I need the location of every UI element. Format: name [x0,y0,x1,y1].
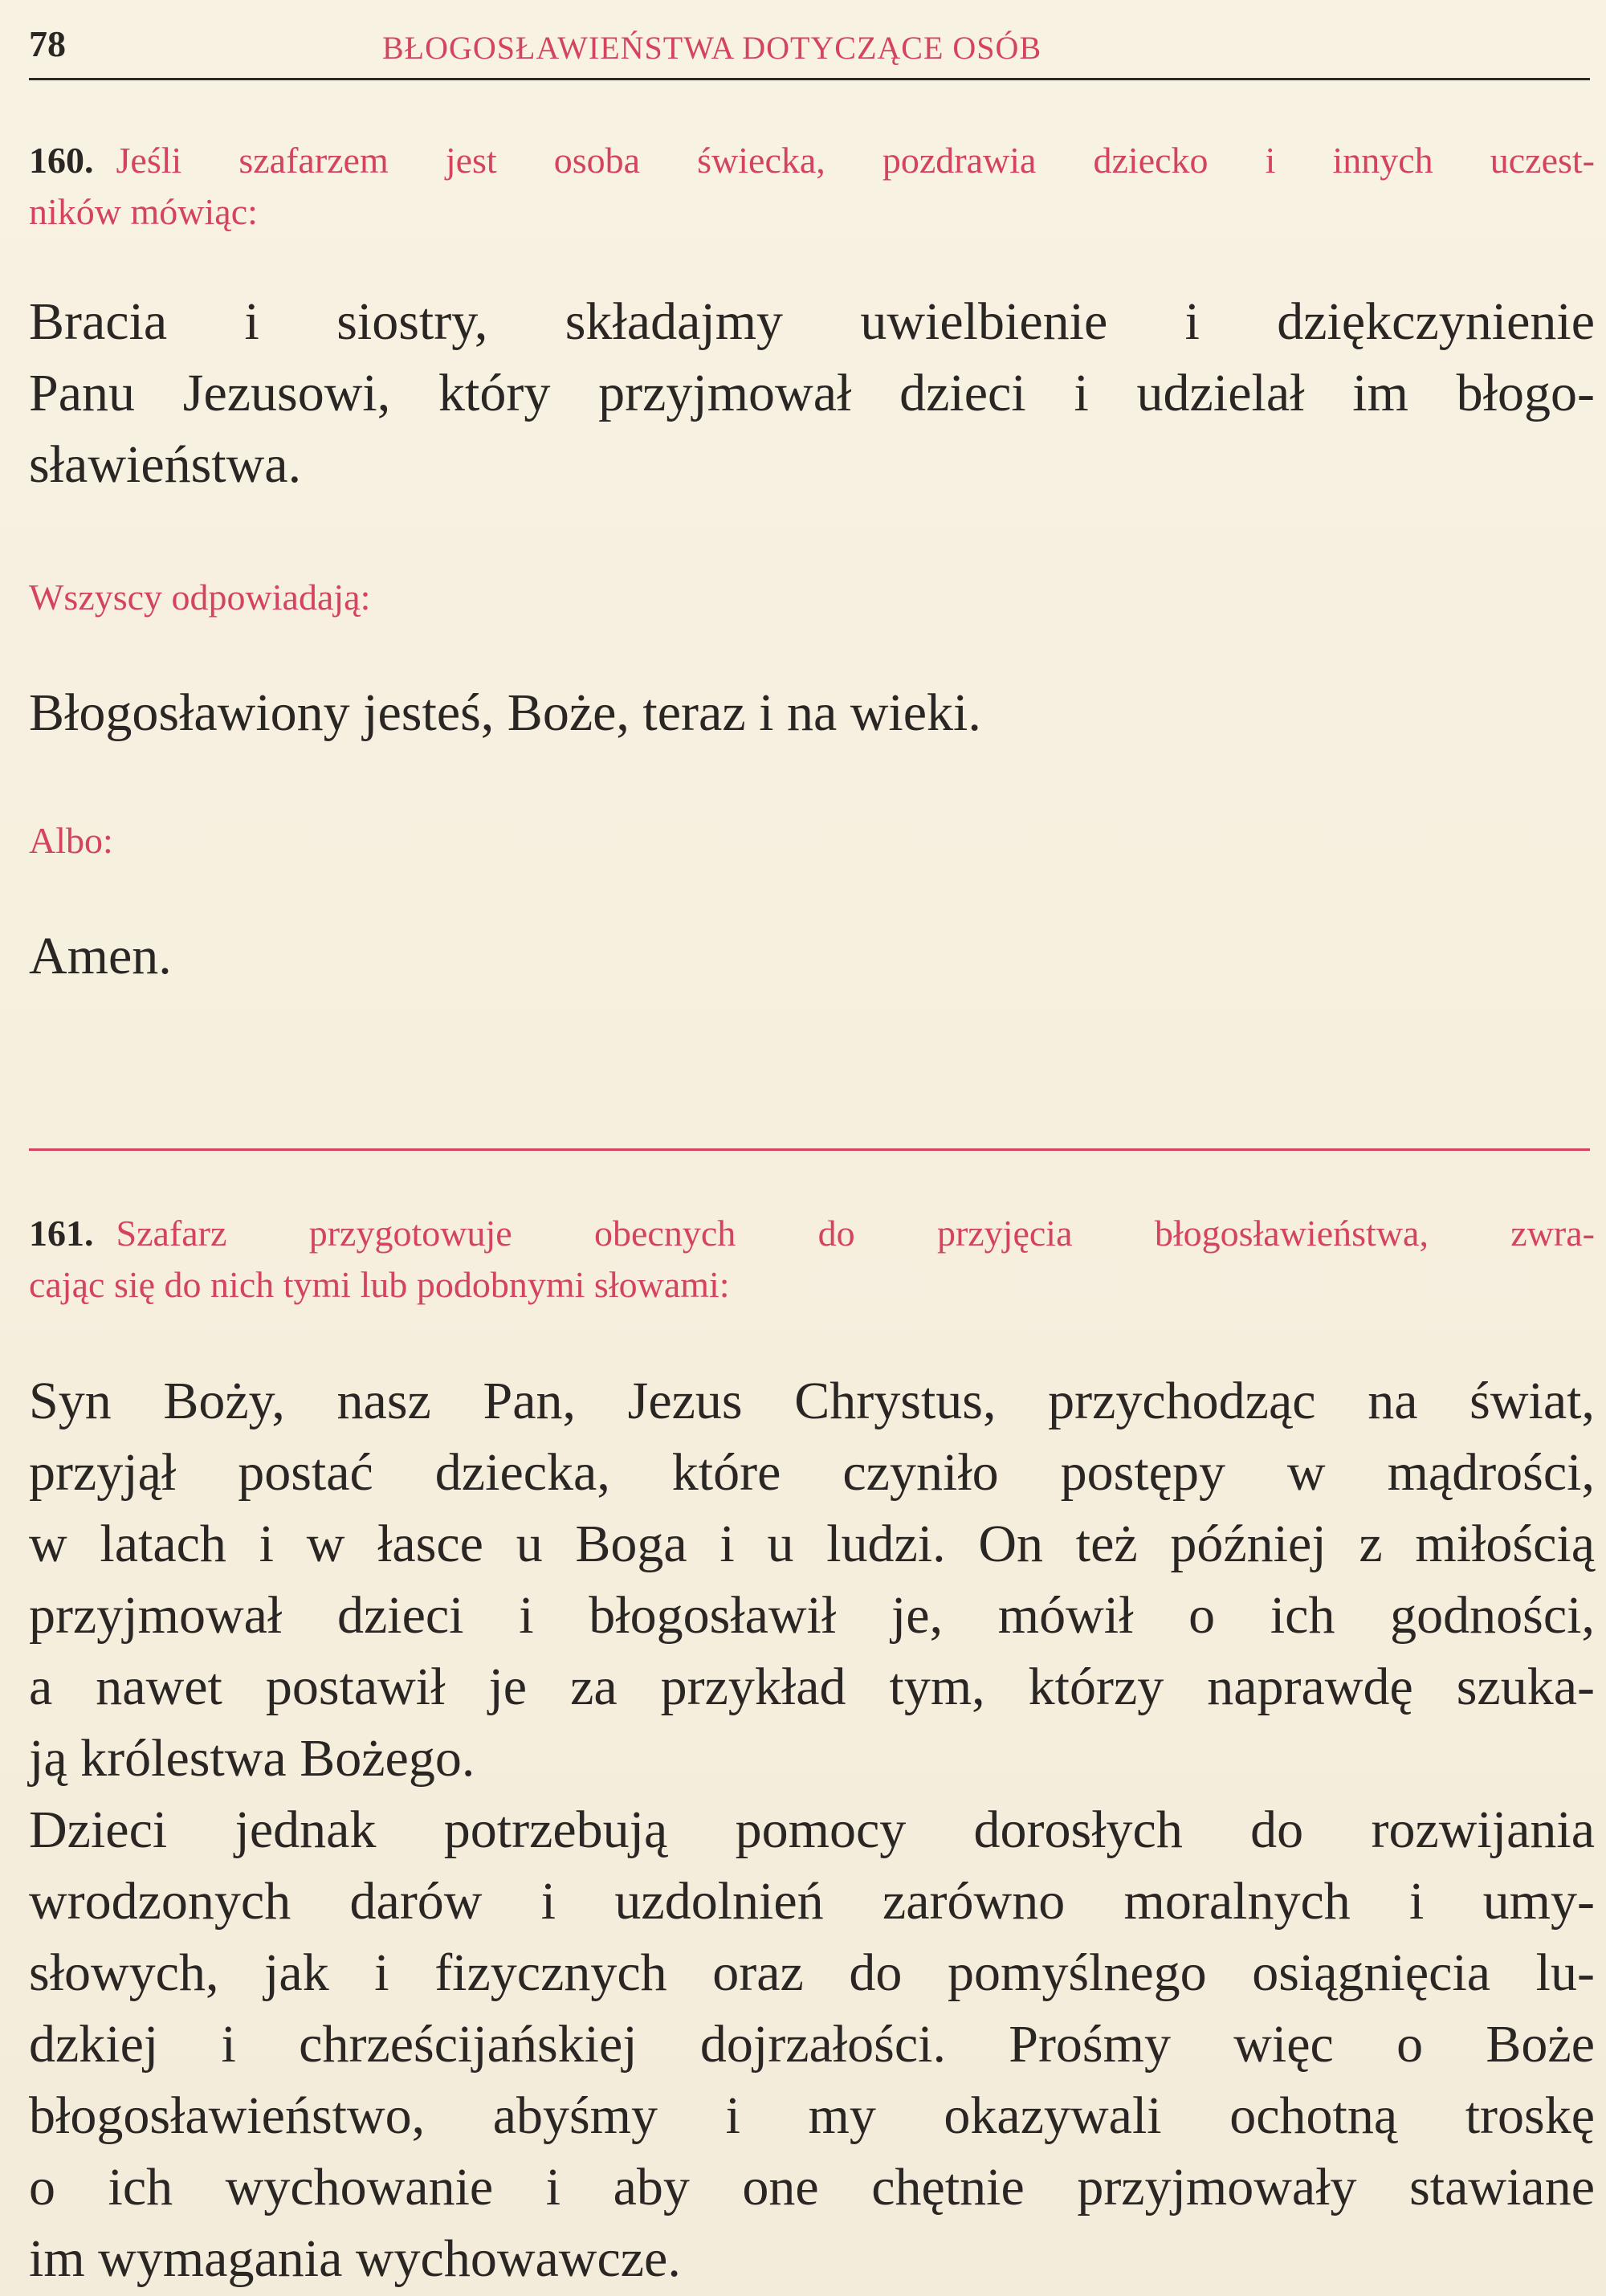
page-header [29,14,1590,71]
greeting-line-1: Bracia i siostry, składajmy uwielbienie i dziękczynienie [29,292,1595,351]
alternative-text [29,920,1595,992]
section-divider [29,1148,1590,1151]
rubric-160 [29,135,1595,238]
p2-line-4: dzkiej i chrześcijańskiej dojrzałości. Prośmy więc o Boże [29,2015,1595,2074]
p1-line-3: w latach i w łasce u Boga i u ludzi. On też później z miłością [29,1515,1595,1573]
p1-line-4: przyjmował dzieci i błogosławił je, mówił o ich godności, [29,1586,1595,1645]
response-text [29,677,1595,748]
page-number: 78 [29,23,66,64]
p1-line-2: przyjął postać dziecka, które czyniło postępy w mądrości, [29,1443,1595,1502]
greeting-line-3: sławieństwa. [29,435,302,494]
greeting-text [29,286,1595,500]
p2-line-1: Dzieci jednak potrzebują pomocy dorosłych do rozwijania [29,1801,1595,1859]
rubric-160-line-1: 160. Jeśli szafarzem jest osoba świecka, pozdrawia dziecko i innych uczest- [29,140,1595,181]
rubric-161-line-1: 161. Szafarz przygotowuje obecnych do przyjęcia błogosławieństwa, zwra- [29,1213,1595,1254]
running-title: BŁOGOSŁAWIEŃSTWA DOTYCZĄCE OSÓB [382,30,1042,66]
p1-line-6: ją królestwa Bożego. [29,1729,475,1788]
instruction-paragraph-1 [29,1365,1595,1794]
p2-line-6: o ich wychowanie i aby one chętnie przyjmowały stawiane [29,2158,1595,2216]
rubric-161-line-2: cając się do nich tymi lub podobnymi słowami: [29,1264,730,1305]
alternative-label: Albo: [29,820,113,861]
greeting-line-2: Panu Jezusowi, który przyjmował dzieci i udzielał im błogo- [29,364,1595,422]
instruction-paragraph-2 [29,1794,1595,2294]
response-label: Wszyscy odpowiadają: [29,577,371,618]
alternative-line: Amen. [29,927,172,985]
rubric-160-line-2: ników mówiąc: [29,191,258,232]
section-number-160: 160. [29,140,94,181]
p1-line-5: a nawet postawił je za przykład tym, którzy naprawdę szuka- [29,1658,1595,1716]
response-line: Błogosławiony jesteś, Boże, teraz i na wieki. [29,683,981,742]
section-number-161: 161. [29,1213,94,1254]
p2-line-5: błogosławieństwo, abyśmy i my okazywali ochotną troskę [29,2086,1595,2145]
p1-line-1: Syn Boży, nasz Pan, Jezus Chrystus, przychodząc na świat, [29,1372,1595,1430]
p2-line-7: im wymagania wychowawcze. [29,2229,681,2288]
p2-line-2: wrodzonych darów i uzdolnień zarówno moralnych i umy- [29,1872,1595,1931]
rubric-161 [29,1208,1595,1311]
header-rule [29,78,1590,80]
p2-line-3: słowych, jak i fizycznych oraz do pomyślnego osiągnięcia lu- [29,1943,1595,2002]
